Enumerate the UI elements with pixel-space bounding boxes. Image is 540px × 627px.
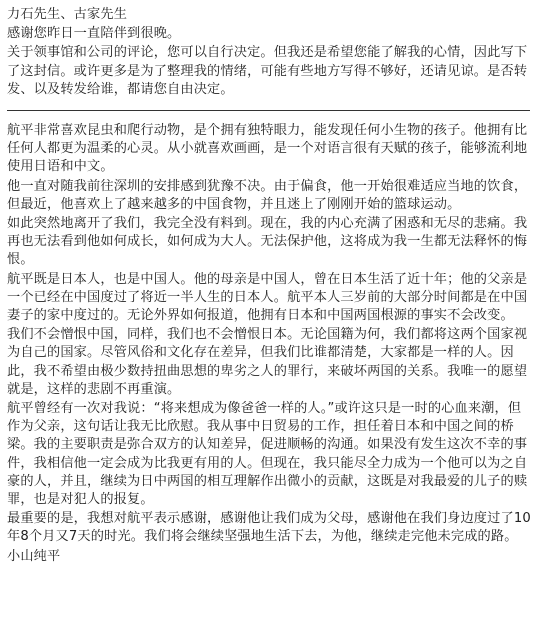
greeting: 力石先生、古家先生 — [7, 7, 128, 22]
letter-paragraph: 航平非常喜欢昆虫和爬行动物，是个拥有独特眼力，能发现任何小生物的孩子。他拥有比任何人都更为温柔的心灵。从小就喜欢画画，是一个对语言很有天赋的孩子，能够流利地使用日语和中文。 — [7, 123, 528, 175]
letter-paragraph: 航平曾经有一次对我说：“将来想成为像爸爸一样的人。”或许这只是一时的心血来潮，但作为父亲，这句话让我无比欣慰。我从事中日贸易的工作，担任着日本和中国之间的桥梁。我的主要职责是弥合双方的认知差异，促进顺畅的沟通。如果没有发生这次不幸的事件，我相信他一定会成为比我更有用的人。但现在，我只能尽全力成为一个他可以为之自豪的人，并且，继续为日中两国的相互理解作出微小的贡献，这既是对我最爱的儿子的赎罪，也是对犯人的报复。 — [7, 401, 528, 508]
divider — [7, 110, 530, 111]
letter-page — [7, 6, 532, 566]
letter-paragraph: 我们不会憎恨中国，同样，我们也不会憎恨日本。无论国籍为何，我们都将这两个国家视为自己的国家。尽管风俗和文化存在差异，但我们比谁都清楚，大家都是一样的人。因此，我不希望由极少数持扭曲思想的卑劣之人的罪行，来破坏两国的关系。我唯一的愿望就是，这样的悲剧不再重演。 — [7, 327, 528, 397]
letter-paragraph: 如此突然地离开了我们，我完全没有料到。现在，我的内心充满了困惑和无尽的悲痛。我再也无法看到他如何成长，如何成为大人。无法保护他，这将成为我一生都无法释怀的悔恨。 — [7, 216, 528, 268]
signature: 小山纯平 — [7, 548, 61, 564]
letter-paragraph: 航平既是日本人，也是中国人。他的母亲是中国人，曾在日本生活了近十年；他的父亲是一个已经在中国度过了将近一半人生的日本人。航平本人三岁前的大部分时间都是在中国妻子的家中度过的。无论外界如何报道，他拥有日本和中国两国根源的事实不会改变。 — [7, 271, 528, 324]
intro-line-thanks: 感谢您昨日一直陪伴到很晚。 — [7, 26, 181, 42]
letter-paragraph: 他一直对随我前往深圳的安排感到犹豫不决。由于偏食，他一开始很难适应当地的饮食，但最近，他喜欢上了越来越多的中国食物，并且迷上了刚刚开始的篮球运动。 — [7, 178, 528, 212]
intro-line-forwarding: 关于领事馆和公司的评论，您可以自行决定。但我还是希望您能了解我的心情，因此写下了这封信。或许更多是为了整理我的情绪，可能有些地方写得不够好，还请见谅。是否转发、以及转发给谁，都请您自由决定。 — [7, 45, 528, 97]
letter-paragraph: 最重要的是，我想对航平表示感谢，感谢他让我们成为父母，感谢他在我们身边度过了10年8个月又7天的时光。我们将会继续坚强地生活下去，为他，继续走完他未完成的路。 — [7, 511, 531, 545]
